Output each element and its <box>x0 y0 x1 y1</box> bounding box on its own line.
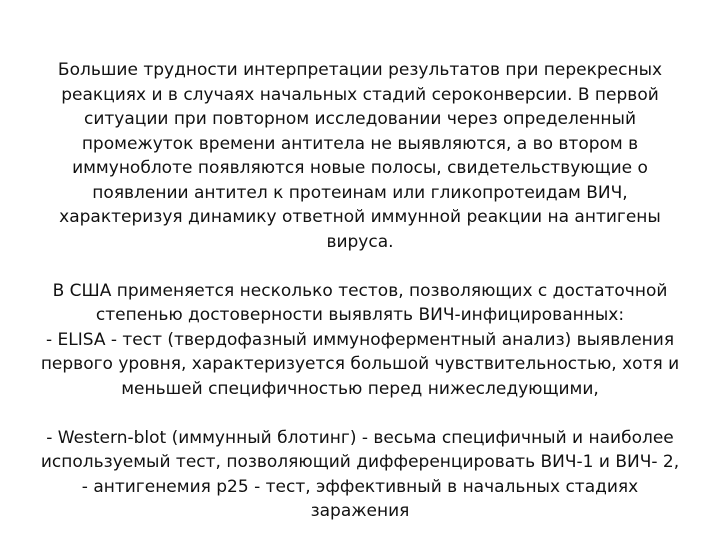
text-line: промежуток времени антитела не выявляются, а во втором в <box>81 133 639 154</box>
text-line: меньшей специфичностью перед нижеследующими, <box>121 378 599 399</box>
text-line: - ELISA - тест (твердофазный иммуноферментный анализ) выявления <box>45 329 675 350</box>
text-line: вируса. <box>326 231 394 252</box>
text-line: ситуации при повторном исследовании через определенный <box>83 109 637 129</box>
text-line: - Western-blot (иммунный блотинг) - весьма специфичный и наиболее <box>46 427 674 448</box>
text-line: - антигенемия р25 - тест, эффективный в начальных стадиях <box>81 476 639 497</box>
text-line: заражения <box>310 501 410 521</box>
paragraph-gap <box>0 254 720 279</box>
paragraph-usa-tests <box>10 279 710 402</box>
text-line: Большие трудности интерпретации результатов при перекресных <box>57 60 663 80</box>
text-line: первого уровня, характеризуется большой чувствительностью, хотя и <box>40 354 680 374</box>
text-line: характеризуя динамику ответной иммунной реакции на антигены <box>59 207 661 227</box>
text-line: реакциях и в случаях начальных стадий сероконверсии. В первой <box>61 84 659 105</box>
paragraph-serology-difficulties <box>10 58 710 254</box>
paragraph-gap <box>0 401 720 426</box>
text-line: используемый тест, позволяющий дифференцировать ВИЧ-1 и ВИЧ- 2, <box>40 452 680 472</box>
text-line: степенью достоверности выявлять ВИЧ-инфицированных: <box>95 305 625 325</box>
text-line: появлении антител к протеинам или гликопротеидам ВИЧ, <box>92 182 628 203</box>
text-line: В США применяется несколько тестов, позволяющих с достаточной <box>52 280 668 301</box>
paragraph-western-blot <box>10 426 710 524</box>
text-line: иммуноблоте появляются новые полосы, свидетельствующие о <box>72 158 648 178</box>
